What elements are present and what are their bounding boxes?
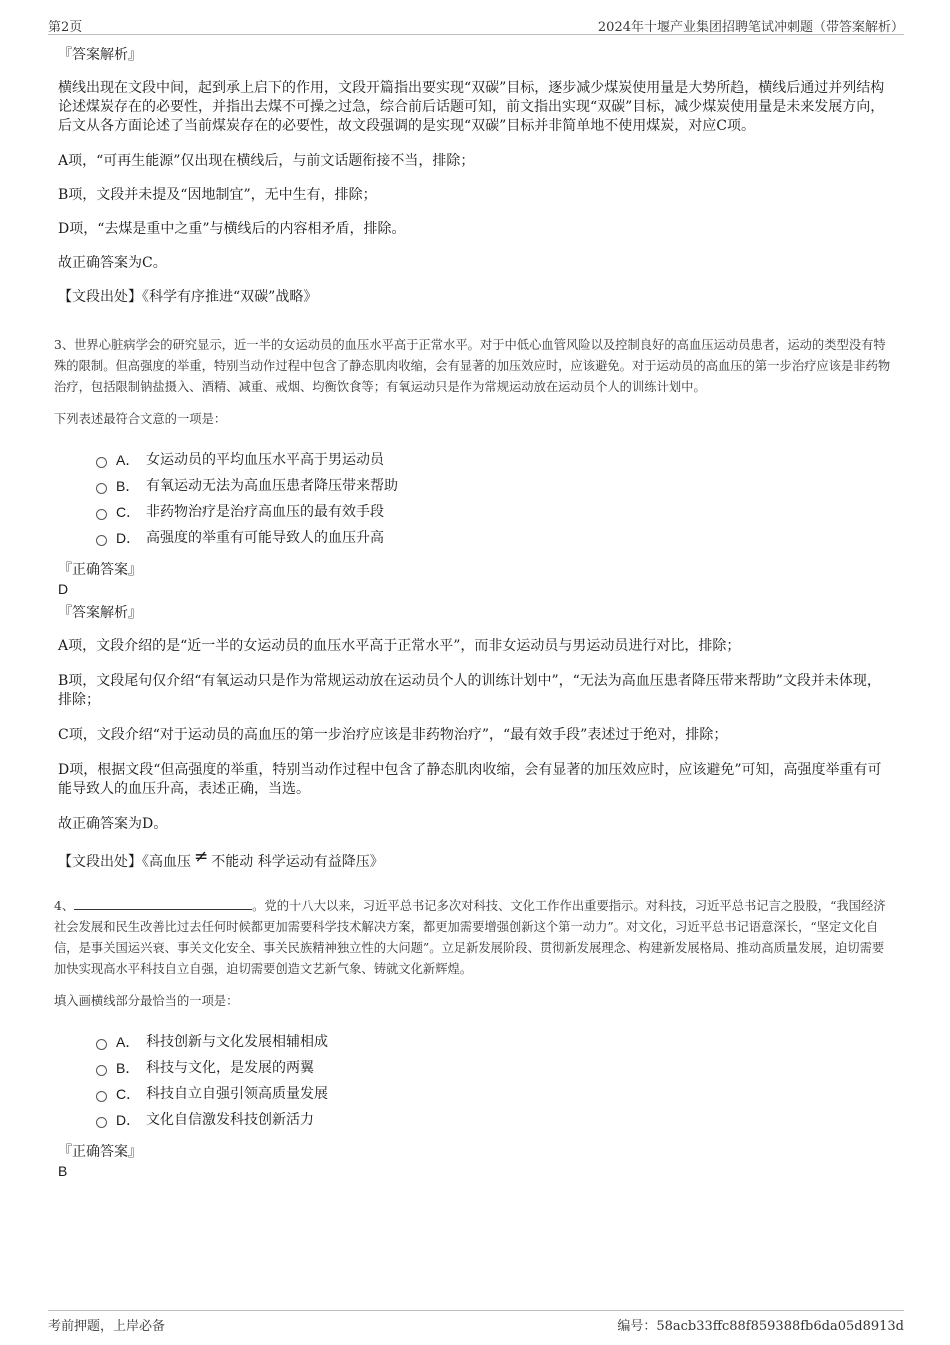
radio-icon[interactable]	[96, 483, 107, 494]
radio-icon[interactable]	[96, 1039, 107, 1050]
option-d[interactable]	[96, 1107, 894, 1133]
correct-answer-label: 『正确答案』	[58, 562, 142, 578]
analysis-paragraph: 故正确答案为C。	[58, 255, 167, 271]
radio-icon[interactable]	[96, 535, 107, 546]
not-equal-symbol: ≠	[194, 847, 209, 867]
correct-answer-label: 『正确答案』	[58, 1144, 142, 1160]
source-citation: 【文段出处】《科学有序推进“双碳”战略》	[58, 289, 318, 305]
source-suffix: 不能动 科学运动有益降压》	[211, 854, 384, 870]
option-c[interactable]	[96, 499, 894, 525]
analysis-paragraph: A项，“可再生能源”仅出现在横线后，与前文话题衔接不当，排除；	[58, 153, 475, 169]
option-a[interactable]	[96, 1029, 894, 1055]
source-citation	[58, 847, 894, 872]
option-text: 有氧运动无法为高血压患者降压带来帮助	[146, 477, 398, 494]
correct-answer: B	[58, 1163, 68, 1179]
option-letter: C．	[116, 503, 141, 520]
option-text: 女运动员的平均血压水平高于男运动员	[146, 451, 384, 468]
option-c[interactable]	[96, 1081, 894, 1107]
radio-icon[interactable]	[96, 1091, 107, 1102]
question-number: 4、	[54, 899, 75, 913]
radio-icon[interactable]	[96, 1065, 107, 1076]
option-letter: A．	[116, 451, 140, 468]
question-3-text: 3、世界心脏病学会的研究显示，近一半的女运动员的血压水平高于正常水平。对于中低心血管风险以及控制良好的高血压运动员患者，运动的类型没有特殊的限制。但高强度的举重，特别当动作过程中包含了静态肌肉收缩，会有显著的加压效应时，应该避免。对于运动员的高血压的第一步治疗应该是非药物治疗，包括限制钠盐摄入、酒精、减重、戒烟、均衡饮食等；有氧运动只是作为常规运动放在运动员个人的训练计划中。	[54, 338, 891, 394]
option-text: 科技自立自强引领高质量发展	[146, 1085, 328, 1102]
analysis-paragraph: 故正确答案为D。	[58, 816, 168, 832]
correct-answer: D	[58, 581, 69, 597]
fill-blank	[74, 897, 252, 910]
analysis-paragraph: B项，文段并未提及“因地制宜”，无中生有，排除；	[58, 187, 377, 203]
question-4-text	[54, 896, 894, 980]
footer-slogan: 考前押题，上岸必备	[48, 1319, 166, 1334]
document-id: 编号：58acb33ffc88f859388fb6da05d8913d	[617, 1319, 904, 1334]
page-number: 第2页	[48, 20, 83, 35]
option-text: 科技与文化，是发展的两翼	[146, 1059, 314, 1076]
option-d[interactable]	[96, 525, 894, 551]
analysis-paragraph: C项，文段介绍“对于运动员的高血压的第一步治疗应该是非药物治疗”，“最有效手段”表述过于绝对，排除；	[58, 727, 728, 743]
radio-icon[interactable]	[96, 509, 107, 520]
option-letter: A．	[116, 1033, 140, 1050]
option-text: 文化自信激发科技创新活力	[146, 1111, 314, 1128]
document-title: 2024年十堰产业集团招聘笔试冲刺题（带答案解析）	[597, 20, 904, 35]
option-text: 非药物治疗是治疗高血压的最有效手段	[146, 503, 384, 520]
question-3-prompt: 下列表述最符合文意的一项是：	[54, 412, 227, 426]
analysis-paragraph: B项，文段尾句仅介绍“有氧运动只是作为常规运动放在运动员个人的训练计划中”，“无法为高血压患者降压带来帮助”文段并未体现，排除；	[58, 673, 881, 708]
option-letter: B．	[116, 477, 140, 494]
option-b[interactable]	[96, 473, 894, 499]
main-content	[54, 46, 894, 1186]
source-prefix: 【文段出处】《高血压	[58, 854, 191, 870]
analysis-label: 『答案解析』	[58, 605, 142, 621]
option-letter: D．	[116, 1111, 141, 1128]
option-b[interactable]	[96, 1055, 894, 1081]
analysis-paragraph: D项，根据文段“但高强度的举重，特别当动作过程中包含了静态肌肉收缩，会有显著的加压效应时，应该避免”可知，高强度举重有可能导致人的血压升高，表述正确，当选。	[58, 762, 882, 797]
analysis-paragraph: D项，“去煤是重中之重”与横线后的内容相矛盾，排除。	[58, 221, 406, 237]
question-4-body: 。党的十八大以来，习近平总书记多次对科技、文化工作作出重要指示。对科技，习近平总书记言之股股，“我国经济社会发展和民生改善比过去任何时候都更加需要科学技术解决方案，都更加需要增强创新这个第一动力”。对文化，习近平总书记语意深长，“坚定文化自信，是事关国运兴衰、事关文化安全、事关民族精神独立性的大问题”。立足新发展阶段、贯彻新发展理念、构建新发展格局、推动高质量发展，迫切需要加快实现高水平科技自立自强，迫切需要创造文艺新气象、铸就文化新辉煌。	[54, 899, 886, 976]
option-letter: C．	[116, 1085, 141, 1102]
question-3-options	[96, 447, 894, 551]
option-text: 高强度的举重有可能导致人的血压升高	[146, 529, 384, 546]
radio-icon[interactable]	[96, 1117, 107, 1128]
question-4-prompt: 填入画横线部分最恰当的一项是：	[54, 994, 239, 1008]
analysis-paragraph: 横线出现在文段中间，起到承上启下的作用，文段开篇指出要实现“双碳”目标，逐步减少煤炭使用量是大势所趋，横线后通过并列结构论述煤炭存在的必要性，并指出去煤不可操之过急，综合前后话题可知，前文指出实现“双碳”目标，减少煤炭使用量是未来发展方向，后文从各方面论述了当前煤炭存在的必要性，故文段强调的是实现“双碳”目标并非简单地不使用煤炭，对应C项。	[58, 80, 885, 134]
radio-icon[interactable]	[96, 457, 107, 468]
analysis-paragraph: A项，文段介绍的是“近一半的女运动员的血压水平高于正常水平”，而非女运动员与男运动员进行对比，排除；	[58, 638, 741, 654]
option-letter: B．	[116, 1059, 140, 1076]
option-text: 科技创新与文化发展相辅相成	[146, 1033, 328, 1050]
option-letter: D．	[116, 529, 141, 546]
option-a[interactable]	[96, 447, 894, 473]
analysis-label: 『答案解析』	[58, 47, 142, 63]
page-header	[48, 14, 904, 35]
question-4-options	[96, 1029, 894, 1133]
page-footer	[48, 1310, 904, 1335]
